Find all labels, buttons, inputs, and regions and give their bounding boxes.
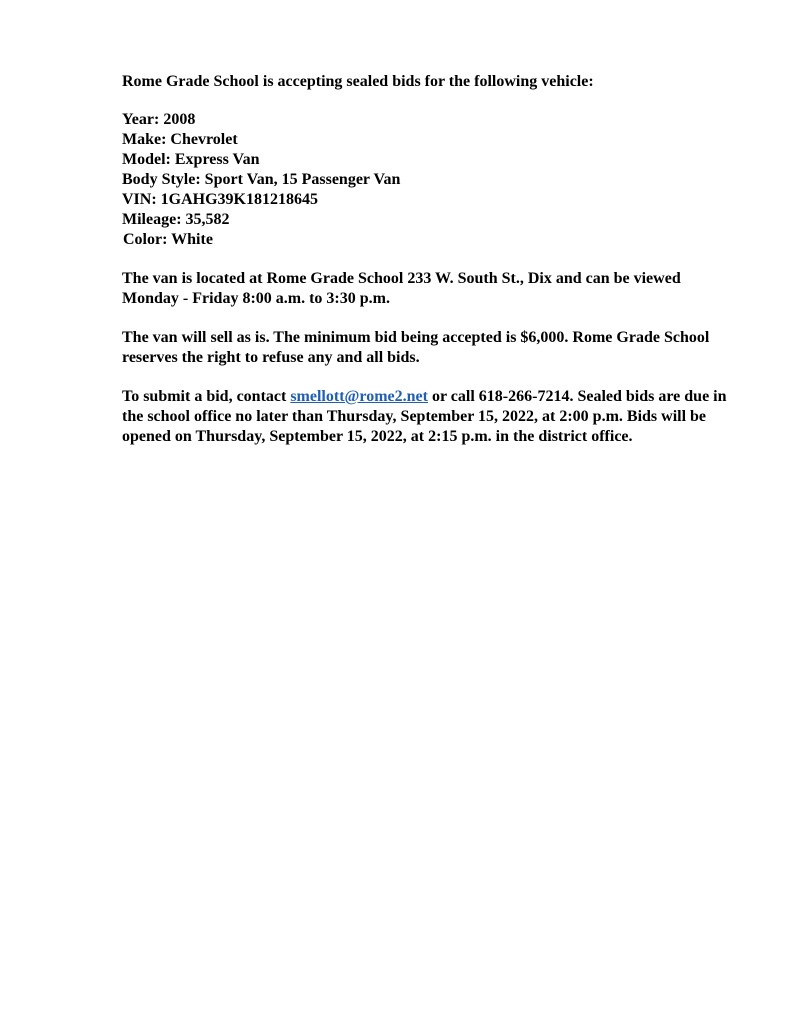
- spec-year: Year: 2008: [122, 111, 196, 128]
- location-line-2: Monday - Friday 8:00 a.m. to 3:30 p.m.: [122, 290, 390, 307]
- bid-notice-document: [122, 72, 727, 466]
- contact-line-1: [122, 387, 727, 407]
- email-link[interactable]: smellott@rome2.net: [290, 388, 428, 405]
- spec-color: Color: White: [123, 231, 213, 248]
- contact-phone-text: or call 618-266-7214. Sealed bids are due in: [427, 388, 727, 405]
- spec-model: Model: Express Van: [122, 151, 260, 168]
- contact-line-3: opened on Thursday, September 15, 2022, at 2:15 p.m. in the district office.: [122, 428, 633, 445]
- vehicle-specs: [122, 110, 722, 250]
- location-paragraph: [122, 269, 722, 309]
- notice-heading: Rome Grade School is accepting sealed bids for the following vehicle:: [122, 73, 594, 90]
- spec-make: Make: Chevrolet: [122, 131, 238, 148]
- spec-vin: VIN: 1GAHG39K181218645: [122, 191, 318, 208]
- terms-paragraph: [122, 328, 722, 368]
- contact-prefix: To submit a bid, contact: [122, 388, 291, 405]
- contact-line-2: the school office no later than Thursday, September 15, 2022, at 2:00 p.m. Bids will be: [122, 408, 707, 425]
- terms-line-1: The van will sell as is. The minimum bid being accepted is $6,000. Rome Grade School: [122, 329, 710, 346]
- location-line-1: The van is located at Rome Grade School 233 W. South St., Dix and can be viewed: [122, 270, 681, 287]
- terms-line-2: reserves the right to refuse any and all bids.: [122, 349, 420, 366]
- contact-paragraph: [122, 387, 727, 447]
- spec-body-style: Body Style: Sport Van, 15 Passenger Van: [122, 171, 401, 188]
- spec-mileage: Mileage: 35,582: [122, 211, 230, 228]
